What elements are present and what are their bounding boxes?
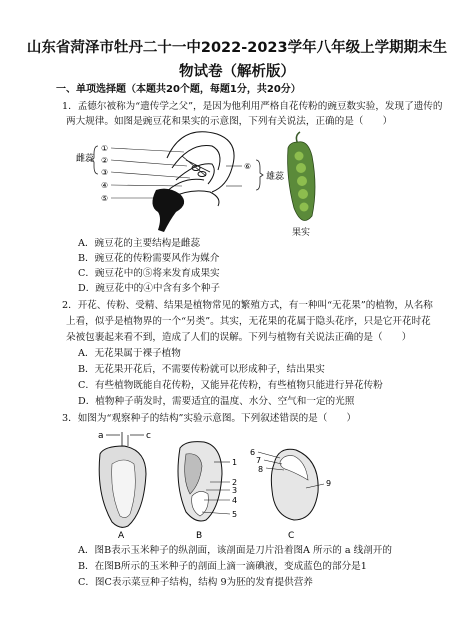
label-n3: ③ <box>101 168 109 177</box>
figure-c-bean-seed <box>250 448 331 540</box>
figure-a-corn-kernel <box>98 431 151 540</box>
pistil-label: 雌蕊 <box>76 154 95 164</box>
q1-option-a: A．豌豆花的主要结构是雌蕊 <box>78 238 201 249</box>
label-B: B <box>196 531 203 540</box>
label-c6: 6 <box>250 448 256 457</box>
label-n6: ⑥ <box>244 162 252 171</box>
q3-option-b: B．在图B所示的玉米种子的剖面上滴一滴碘液，变成蓝色的部分是1 <box>78 561 367 572</box>
label-b4: 4 <box>232 496 238 505</box>
label-c: c <box>146 431 151 441</box>
section-heading: 一、单项选择题（本题共20个题，每题1分，共20分） <box>56 84 301 95</box>
label-b3: 3 <box>232 486 238 495</box>
sepal-shape <box>152 189 184 232</box>
exam-title-line2: 物试卷（解析版） <box>179 64 295 80</box>
label-b5: 5 <box>232 510 238 519</box>
q2-stem-line2: 上看，似乎是植物界的一个“另类”。其实，无花果的花属于隐头花序，只是它开花时花 <box>66 316 431 327</box>
label-c8: 8 <box>258 465 264 474</box>
q2-stem-line3: 朵被包裹起来看不到，造成了人们的误解。下列与植物有关说法正确的是（ ） <box>66 332 412 343</box>
q2-option-c: C．有些植物既能自花传粉，又能异花传粉，有些植物只能进行异花传粉 <box>78 380 383 391</box>
label-c9: 9 <box>326 479 332 488</box>
q2-option-d: D．植物种子萌发时，需要适宜的温度、水分、空气和一定的光照 <box>78 396 355 407</box>
label-C: C <box>288 531 295 540</box>
seed-structure-diagram <box>82 424 342 540</box>
q1-option-c: C．豌豆花中的⑤将来发育成果实 <box>78 268 220 279</box>
label-n2: ② <box>101 156 109 165</box>
pea-flower-and-fruit-diagram <box>72 128 402 240</box>
figure-b-corn-section <box>178 442 237 540</box>
q1-stem-line2: 两大规律。如图是豌豆花和果实的示意图，下列有关说法，正确的是（ ） <box>66 116 393 127</box>
q2-option-b: B．无花果开花后，不需要传粉就可以形成种子，结出果实 <box>78 364 325 375</box>
q3-option-a: A．图B表示玉米种子的纵剖面，该剖面是刀片沿着图A 所示的 a 线剖开的 <box>78 545 392 556</box>
exam-title-line1: 山东省菏泽市牡丹二十一中2022-2023学年八年级上学期期末生 <box>26 40 448 56</box>
stamen-label: 雄蕊 <box>266 172 285 182</box>
label-n4: ④ <box>101 181 109 190</box>
pea-pod-image <box>288 132 315 221</box>
label-c7: 7 <box>256 456 262 465</box>
label-n1: ① <box>101 144 109 153</box>
fruit-label: 果实 <box>292 228 311 238</box>
label-A: A <box>118 531 125 540</box>
q2-stem-line1: 2．开花、传粉、受精、结果是植物常见的繁殖方式，有一种叫“无花果”的植物，从名称 <box>62 300 433 311</box>
label-b1: 1 <box>232 458 238 467</box>
stamen-bracket <box>256 160 263 190</box>
label-a: a <box>98 431 104 441</box>
q2-option-a: A．无花果属于裸子植物 <box>78 348 181 359</box>
q1-option-b: B．豌豆花的传粉需要风作为媒介 <box>78 253 220 264</box>
q1-stem-line1: 1．孟德尔被称为“遗传学之父”，是因为他利用严格自花传粉的豌豆数实验，发现了遗传的 <box>62 101 443 112</box>
label-n5: ⑤ <box>101 194 109 203</box>
q3-option-c: C．图C表示菜豆种子结构，结构 9为胚的发育提供营养 <box>78 577 313 588</box>
label-b2: 2 <box>232 478 238 487</box>
q1-option-d: D．豌豆花中的④中含有多个种子 <box>78 283 221 294</box>
q3-stem: 3．如图为“观察种子的结构”实验示意图。下列叙述错误的是（ ） <box>62 413 357 424</box>
